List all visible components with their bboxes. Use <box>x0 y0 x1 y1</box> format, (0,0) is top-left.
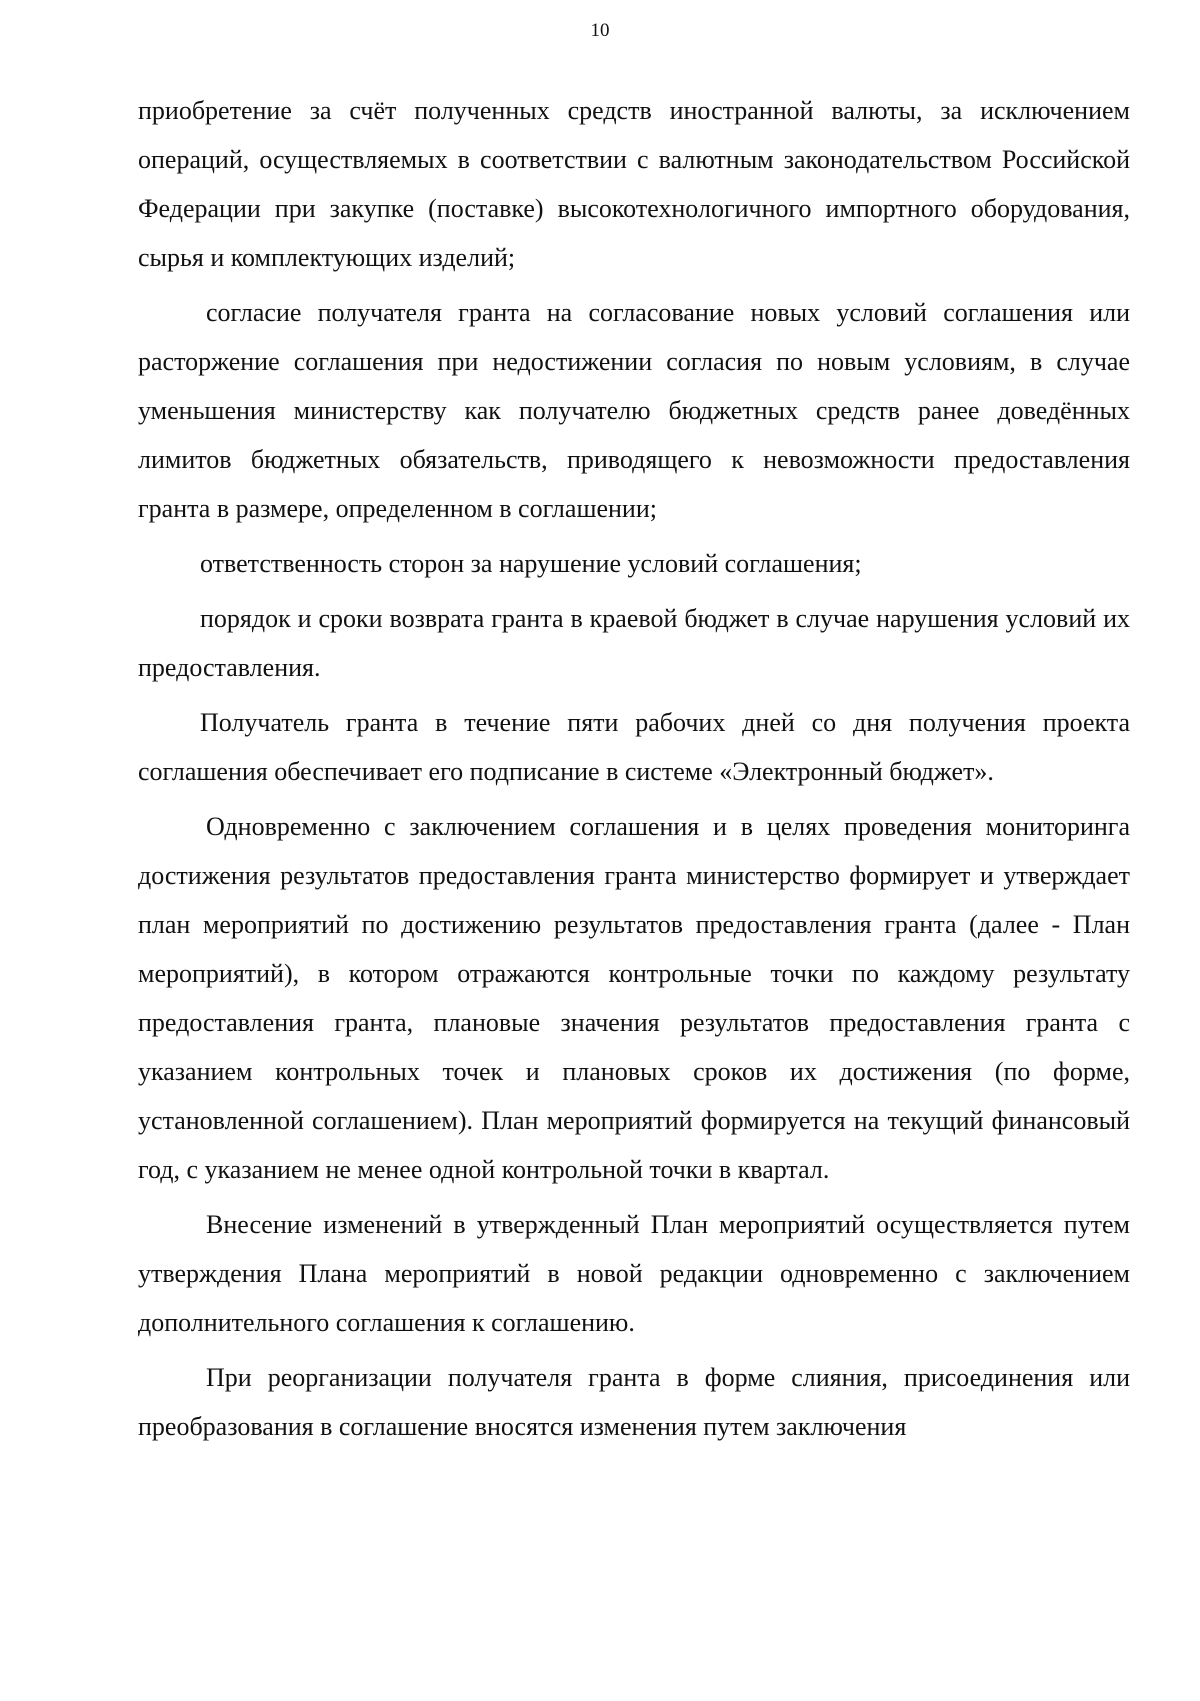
paragraph-plan-amendments: Внесение изменений в утвержденный План мероприятий осуществляется путем утверждения Плана мероприятий в новой редакции одновременно с заключением дополнительного соглашения к соглашению. <box>138 1210 1130 1337</box>
page-number: 10 <box>590 20 610 41</box>
paragraph-monitoring-plan: Одновременно с заключением соглашения и в целях проведения мониторинга достижения результатов предоставления гранта министерство формирует и утверждает план мероприятий по достижению результатов предоставления гранта (далее - План мероприятий), в котором отражаются контрольные точки по каждому результату предоставления гранта, плановые значения результатов предоставления гранта с указанием контрольных точек и плановых сроков их достижения (по форме, установленной соглашением). План мероприятий формируется на текущий финансовый год, с указанием не менее одной контрольной точки в квартал. <box>138 812 1130 1184</box>
paragraph-consent-new-terms: согласие получателя гранта на согласование новых условий соглашения или расторжение соглашения при недостижении согласия по новым условиям, в случае уменьшения министерству как получателю бюджетных средств ранее доведённых лимитов бюджетных обязательств, приводящего к невозможности предоставления гранта в размере, определенном в соглашении; <box>138 298 1130 523</box>
document-body <box>138 86 1130 1451</box>
paragraph-signing: Получатель гранта в течение пяти рабочих дней со дня получения проекта соглашения обеспечивает его подписание в системе «Электронный бюджет». <box>138 708 1130 786</box>
paragraph-reorganization: При реорганизации получателя гранта в форме слияния, присоединения или преобразования в соглашение вносятся изменения путем заключения <box>138 1363 1130 1441</box>
paragraph-currency-purchase: приобретение за счёт полученных средств иностранной валюты, за исключением операций, осуществляемых в соответствии с валютным законодательством Российской Федерации при закупке (поставке) высокотехнологичного импортного оборудования, сырья и комплектующих изделий; <box>138 96 1130 272</box>
paragraph-responsibility: ответственность сторон за нарушение условий соглашения; <box>200 549 862 578</box>
paragraph-return-procedure: порядок и сроки возврата гранта в краевой бюджет в случае нарушения условий их предоставления. <box>138 604 1130 682</box>
